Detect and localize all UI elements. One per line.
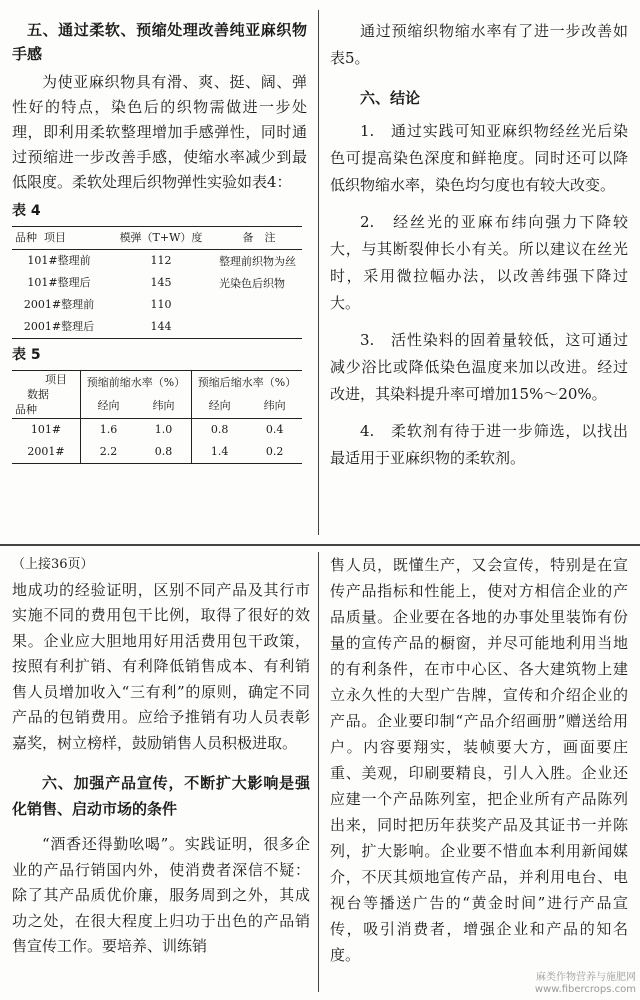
horizontal-divider (0, 544, 640, 546)
section5-heading: 五、通过柔软、预缩处理改善纯亚麻织物手感 (12, 21, 307, 63)
table4-row-value: 145 (150, 276, 172, 289)
continuation-paragraph: 通过预缩织物缩水率有了进一步改善如表5。 (330, 22, 628, 67)
table5-sub-warp: 经向 (81, 395, 136, 419)
table5-header-after: 预缩后缩水率（%） (191, 371, 302, 395)
table-row (12, 250, 302, 273)
table-row (12, 441, 302, 464)
table5-header-data: 数据 (27, 388, 49, 401)
table5-row-name: 2001# (27, 445, 65, 458)
bottom-right-column (330, 552, 628, 968)
table5-cell: 0.8 (154, 445, 173, 458)
column-divider-bottom (318, 552, 319, 992)
table5-corner (12, 371, 81, 419)
conclusion-item: 2. 经丝光的亚麻布纬向强力下降较大，与其断裂伸长小有关。所以建议在丝光时，采用微拉幅办法，以改善纬强下降过大。 (330, 213, 628, 312)
table5-header-before: 预缩前缩水率（%） (81, 371, 192, 395)
table4-row-value: 112 (150, 254, 172, 267)
table4-header-project: 项目 (44, 231, 66, 244)
bottom-right-paragraph: 售人员，既懂生产，又会宣传，特别是在宣传产品指标和性能上，使对方相信企业的产品质量。企业要在各地的办事处里装饰有份量的宣传产品的橱窗，并尽可能地利用当地的有利条件，在市中心区、各大建筑物上建立永久性的大型广告牌，宣传和介绍企业的产品。企业要印制“产品介绍画册”赠送给用户。内容要翔实，装帧要大方，画面要庄重、美观，印刷要精良，引人入胜。企业还应建一个产品陈列室，把企业所有产品陈列出来，同时把历年获奖产品及其证书一并陈列，扩大影响。企业要不惜血本利用新闻媒介，不厌其烦地宣传产品，并利用电台、电视台等播送广告的“黄金时间”进行产品宣传，吸引消费者，增强企业和产品的知名度。 (330, 556, 628, 964)
table5-header-project: 项目 (45, 373, 67, 386)
table5-sub-warp: 经向 (191, 395, 247, 419)
table5 (12, 370, 302, 464)
table5-cell: 0.2 (265, 445, 284, 458)
table5-header-variety: 品种 (15, 403, 37, 416)
table5-cell: 1.4 (191, 441, 247, 464)
conclusion-item: 4. 柔软剂有待于进一步筛选，以找出最适用于亚麻织物的柔软剂。 (330, 422, 628, 467)
top-left-column (12, 18, 307, 464)
table4-header-metric: 模弹（T+W）度 (119, 231, 203, 244)
table5-label: 表 5 (12, 347, 41, 363)
table4-row-name: 2001#整理后 (23, 320, 95, 333)
table5-row-name: 101# (30, 423, 62, 436)
table4-header-remark: 备 注 (242, 231, 276, 244)
bottom-left-column (12, 552, 326, 960)
table4-header-variety: 品种 (15, 231, 37, 244)
continued-from-note: （上接36页） (12, 557, 94, 572)
bottom-left-paragraph-1: 地成功的经验证明，区别不同产品及其行市 实施不同的费用包干比例，取得了很好的效果。企业应大胆地用好用活费用包干政策，按照有利扩销、有利降低销售成本、有利销售人员增加收入“三有利”的原则，确定不同产品的包销费用。应给予推销有功人员表彰嘉奖，树立榜样，鼓励销售人员积极进取。 (12, 580, 326, 752)
table5-cell: 0.4 (265, 423, 284, 436)
column-divider-top (318, 10, 319, 535)
table4-row-value: 144 (150, 320, 172, 333)
table-row (12, 419, 302, 442)
table5-sub-weft: 纬向 (263, 399, 286, 413)
conclusion-item: 3. 活性染料的固着量较低，这可通过减少浴比或降低染色温度来加以改进。经过改进，其染料提升率可增加15%～20%。 (330, 331, 628, 403)
table5-cell: 0.8 (191, 419, 247, 442)
watermark-url: www.fibercrops.com (534, 984, 636, 995)
bottom-left-paragraph-2: “酒香还得勤吆喝”。实践证明，很多企业的产品行销国内外，使消费者深信不疑：除了其产品质优价廉，服务周到之外，其成功之处，在很大程度上归功于出色的产品销售宣传工作。要培养、训练销 (12, 835, 310, 955)
table4-corner (12, 227, 106, 250)
table5-cell: 1.6 (81, 419, 136, 442)
table4 (12, 226, 302, 339)
table4-row-name: 101#整理后 (27, 276, 91, 289)
table4-row-value: 110 (150, 298, 172, 311)
section5-paragraph: 为使亚麻织物具有滑、爽、挺、阔、弹性好的特点，染色后的织物需做进一步处理，即利用柔软整理增加手感弹性，同时通过预缩进一步改善手感，使缩水率减少到最低限度。柔软处理后织物弹性实验如表4： (12, 73, 307, 191)
section6-heading: 六、结论 (360, 89, 421, 107)
table4-row-name: 101#整理前 (27, 254, 91, 267)
section-heading: 六、加强产品宣传，不断扩大影响是强化销售、启动市场的条件 (12, 774, 310, 818)
table4-row-name: 2001#整理前 (23, 298, 95, 311)
table4-remark: 整理前织物为丝光染色后织物 (219, 255, 296, 290)
top-right-column (330, 18, 628, 472)
watermark-line: 麻类作物营养与施肥网 (536, 972, 636, 983)
table5-cell: 2.2 (81, 441, 136, 464)
table5-sub-weft: 纬向 (152, 399, 175, 413)
watermark (535, 972, 636, 996)
table4-label: 表 4 (12, 203, 41, 219)
table5-cell: 1.0 (154, 423, 173, 436)
conclusion-item: 1. 通过实践可知亚麻织物经丝光后染色可提高染色深度和鲜艳度。同时还可以降低织物缩水率，染色均匀度也有较大改变。 (330, 122, 628, 194)
